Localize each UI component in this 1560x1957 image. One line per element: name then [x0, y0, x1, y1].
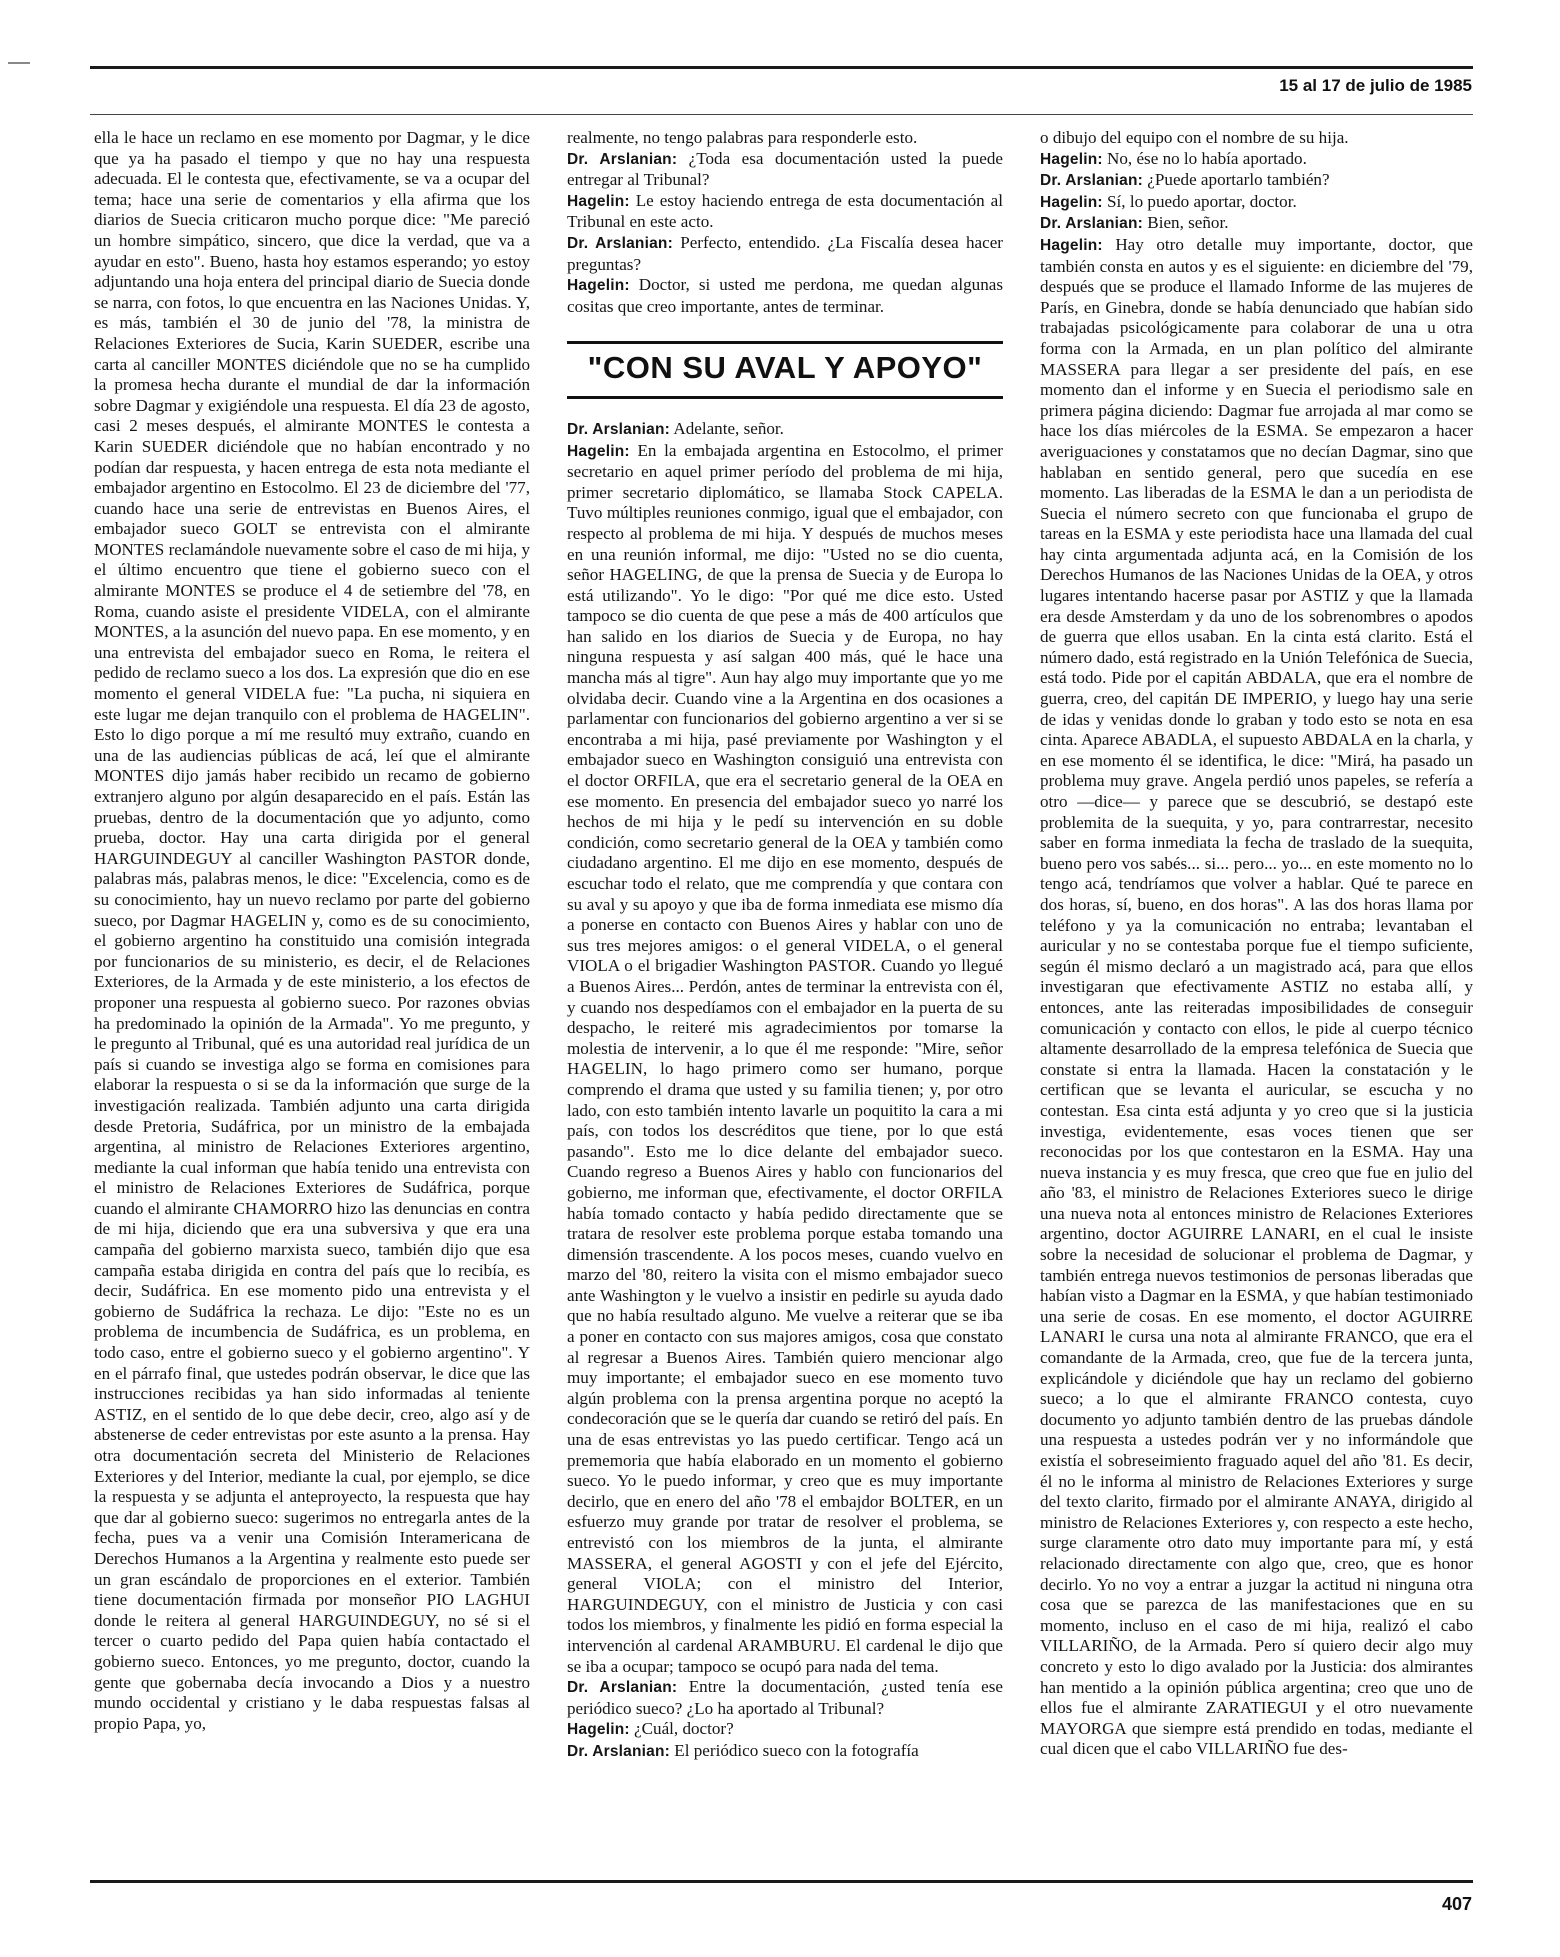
dialogue-paragraph	[1040, 213, 1473, 235]
dialogue-text: No, ése no lo había aportado.	[1107, 148, 1307, 168]
headline-box	[567, 341, 1003, 399]
speaker-label: Dr. Arslanian:	[1040, 215, 1144, 233]
speaker-label: Dr. Arslanian:	[567, 150, 678, 168]
column-1-text: ella le hace un reclamo en ese momento por Dagmar, y le dice que ya ha pasado el tiempo y que no hay una respuesta adecuada. El le contesta que, efectivamente, se va a ocupar del tema; hace una serie de comentarios y ella afirma que los diarios de Suecia criticaron mucho porque dice: "Me pareció un hombre simpático, sincero, que dice la verdad, que va a ayudar en esto". Bueno, hasta hoy estamos esperando; yo estoy adjuntando una hoja entera del principal diario de Suecia donde se narra, con fotos, lo que encuentra en las Naciones Unidas. Y, es más, también el 30 de junio del '78, la ministra de Relaciones Exteriores de Sucia, Karin SUEDER, escribe una carta al canciller MONTES diciéndole que no se ha cumplido la promesa hecha durante el mundial de dar la información sobre Dagmar y exigiéndole una respuesta. El día 23 de agosto, casi 2 meses después, el almirante MONTES le contesta a Karin SUEDER diciéndole que no habían encontrado y no podían dar respuesta, y hacen entrega de esta nota mediante el embajador argentino en Estocolmo. El 23 de diciembre del '77, cuando hace una serie de entrevistas en Buenos Aires, el embajador sueco GOLT se entrevista con el almirante MONTES reclamándole nuevamente sobre el caso de mi hija, y el último encuentro que tiene el gobierno sueco con el almirante MONTES se produce el 4 de setiembre del '78, en Roma, cuando asiste el presidente VIDELA, con el almirante MONTES, a la asunción del nuevo papa. En ese momento, y en una entrevista del embajador sueco en Roma, le reitera el pedido de reclamo sueco a los dos. La expresión que dio en ese momento el general VIDELA fue: "La pucha, ni siquiera en este lugar me dejan tranquilo con el problema de HAGELIN". Esto lo digo porque a mí me resultó muy extraño, cuando en una de las audiencias públicas de acá, leí que el almirante MONTES dijo jamás haber recibido un recamo de gobierno extranjero alguno por algún desaparecido en el país. Están las pruebas, dentro de la documentación que yo adjunto, como prueba, doctor. Hay una carta dirigida por el general HARGUINDEGUY al canciller Washington PASTOR donde, palabras más, palabras menos, le dice: "Excelencia, como es de su conocimiento, hay un nuevo reclamo por parte del gobierno sueco, por Dagmar HAGELIN y, como es de su conocimiento, el gobierno argentino ha constituido una comisión integrada por funcionarios de su ministerio, es decir, el de Relaciones Exteriores, de la Armada y de este ministerio, a los efectos de proponer una respuesta al gobierno sueco. Por razones obvias ha predominado la opinión de la Armada". Yo me pregunto, y le pregunto al Tribunal, qué es una autoridad real jurídica de un país si cuando se investiga algo se forma en comisiones para elaborar la respuesta o si se da la información que surge de la investigación realizada. También adjunto una carta dirigida desde Pretoria, Sudáfrica, por un ministro de la embajada argentina, al ministro de Relaciones Exteriores argentino, mediante la cual informan que había tenido una entrevista con el ministro de Relaciones Exteriores de Sudáfrica, porque cuando el almirante CHAMORRO hizo las denuncias en contra de mi hija, diciendo que era una subversiva y que era una campaña del gobierno marxista sueco, también dijo que esa campaña estaba dirigida en contra del país que lo recibía, es decir, Sudáfrica. En ese momento pido una entrevista y el gobierno de Sudáfrica la rechaza. Le dijo: "Este no es un problema de incumbencia de Sudáfrica, es un problema, en todo caso, entre el gobierno sueco y el gobierno argentino". Y en el párrafo final, que ustedes podrán observar, le dice que las instrucciones recibidas ya han sido informadas al teniente ASTIZ, en el sentido de lo que debe decir, creo, algo así y de abstenerse de ceder entrevistas por este asunto a la prensa. Hay otra documentación secreta del Ministerio de Relaciones Exteriores y del Interior, mediante la cual, por ejemplo, se dice la respuesta y se adjunta el anteproyecto, la respuesta que hay que dar al gobierno sueco: sugerimos no entregarla antes de la fecha, pues va a venir una Comisión Interamericana de Derechos Humanos a la Argentina y realmente esto puede ser un gran escándalo de proporciones en el exterior. También tiene documentación firmada por monseñor PIO LAGHUI donde le reitera al general HARGUINDEGUY, no sé si el tercer o cuarto pedido del Papa quien había contactado el gobierno sueco. Entonces, yo me pregunto, doctor, cuando la gente que gobernaba decía invocando a Dios y a nuestro mundo occidental y cristiano y le daba respuestas falsas al propio Papa, yo,	[94, 128, 530, 1733]
dialogue-paragraph	[567, 191, 1003, 233]
dialogue-text: ¿Toda esa documentación usted la puede entregar al Tribunal?	[567, 148, 1003, 190]
dialogue-text: Le estoy haciendo entrega de esta documentación al Tribunal en este acto.	[567, 190, 1003, 232]
dialogue-paragraph	[567, 419, 1003, 441]
speaker-label: Hagelin:	[567, 277, 630, 295]
scan-mark	[8, 62, 30, 64]
speaker-label: Dr. Arslanian:	[567, 234, 673, 252]
speaker-label: Hagelin:	[567, 192, 630, 210]
dialogue-text: Bien, señor.	[1147, 213, 1229, 233]
dialogue-text: El periódico sueco con la fotografía	[674, 1740, 919, 1760]
dialogue-paragraph	[567, 275, 1003, 317]
dialogue-paragraph	[1040, 128, 1473, 149]
speaker-label: Hagelin:	[567, 442, 630, 460]
dialogue-paragraph	[567, 1741, 1003, 1763]
dialogue-text: En la embajada argentina en Estocolmo, el primer secretario en aquel primer período del problema de mi hija, primer secretario diplomático, se llamaba Stock CAPELA. Tuvo múltiples reuniones conmigo, igual que el embajador, con respecto al problema de mi hija. Y después de muchos meses en una reunión informal, me dijo: "Usted no se dio cuenta, señor HAGELING, de que la prensa de Suecia y de Europa lo está utilizando". Yo le digo: "Por qué me dice esto. Usted tampoco se dio cuenta de que pese a más de 400 artículos que han salido en los diarios de Suecia y de Europa, no hay ninguna respuesta y así salgan 400 más, qué le hace una mancha más al tigre". Aun hay algo muy importante que yo me olvidaba decir. Cuando vine a la Argentina en dos ocasiones a parlamentar con funcionarios del gobierno argentino a ver si se encontraba a mi hija, pasé previamente por Washington y el embajador sueco en Washington consiguió una entrevista con el doctor ORFILA, que era el secretario general de la OEA en ese momento. En presencia del embajador sueco yo narré los hechos de mi hija y le pedí su intervención en su doble condición, como secretario general de la OEA y también como ciudadano argentino. El me dijo en ese momento, después de escuchar todo el relato, que me comprendía y que contara con su aval y su apoyo y que iba de forma inmediata ese mismo día a ponerse en contacto con Buenos Aires y hablar con uno de sus tres mejores amigos: o el general VIDELA, o el general VIOLA o el brigadier Washington PASTOR. Cuando yo llegué a Buenos Aires... Perdón, antes de terminar la entrevista con él, y cuando nos despedíamos con el embajador en la puerta de su despacho, le reiteré mis agradecimientos por tomarse la molestia de intervenir, a lo que él me responde: "Mire, señor HAGELIN, lo hago primero como ser humano, porque comprendo el drama que usted y su familia tienen; y, por otro lado, con esto también intento lavarle un poquitito la cara a mi país, con todos los descréditos que tiene, por lo que está pasando". Esto me lo dice delante del embajador sueco. Cuando regreso a Buenos Aires y hablo con funcionarios del gobierno, me informan que, efectivamente, el doctor ORFILA había tomado contacto y había pedido directamente que se tratara de resolver este problema porque estaba tomando una dimensión trascendente. A los pocos meses, cuando vuelvo en marzo del '80, reitero la visita con el mismo embajador sueco ante Washington y le vuelvo a insistir en pedirle su ayuda dado que no había resultado alguno. Me vuelve a reiterar que se iba a poner en contacto con sus majores amigos, cosa que constato al regresar a Buenos Aires. También quiero mencionar algo muy importante; el embajador sueco en ese momento tuvo algún problema con la prensa argentina porque no aceptó la condecoración que se le quería dar cuando se retiró del país. En una de esas entrevistas yo las puedo certificar. Tengo acá un prememoria que había elaborado en un momento el gobierno sueco. Yo le puedo informar, y creo que es muy importante decirlo, que en enero del año '78 el embajdor BOLTER, en un esfuerzo muy grande por tratar de resolver el problema, se entrevistó con los miembros de la junta, el almirante MASSERA, el general AGOSTI y con el jefe del Ejército, general VIOLA; con el ministro del Interior, HARGUINDEGUY, con el ministro de Justicia y con casi todos los miembros, y finalmente les pidió en forma especial la intervención al cardenal ARAMBURU. El cardenal le dijo que se iba a ocupar; tampoco se ocupó para nada del tema.	[567, 440, 1003, 1676]
speaker-label: Hagelin:	[567, 1721, 630, 1739]
dialogue-paragraph	[1040, 235, 1473, 1760]
page-number: 407	[1441, 1894, 1472, 1914]
speaker-label: Hagelin:	[1040, 193, 1103, 211]
footer-rule	[90, 1880, 1473, 1883]
header-rule	[90, 66, 1473, 69]
dialogue-text: o dibujo del equipo con el nombre de su hija.	[1040, 128, 1349, 147]
dialogue-paragraph	[1040, 192, 1473, 214]
speaker-label: Dr. Arslanian:	[567, 1679, 678, 1697]
speaker-label: Dr. Arslanian:	[1040, 172, 1144, 190]
dialogue-text: ¿Cuál, doctor?	[634, 1719, 734, 1739]
issue-date: 15 al 17 de julio de 1985	[1279, 76, 1472, 95]
dialogue-text: Hay otro detalle muy importante, doctor, que también consta en autos y es el siguiente: en diciembre del '79, después que se produce el llamado Informe de las mujeres de París, en Ginebra, donde se había denunciado que habían sido trabajadas psicológicamente para colaborar de una u otra forma con la Armada, en un plan político del almirante MASSERA para llegar a ser presidente del país, en ese momento dan el informe y en Suecia el periodismo sale en primera página diciendo: Dagmar fue arrojada al mar como se hace los días miércoles de la ESMA. Se empezaron a hacer averiguaciones y constatamos que no decían Dagmar, sino que hablaban en sentido general, pero que sucedía en ese momento. Las liberadas de la ESMA le dan a un periodista de Suecia el número secreto con que funcionaba el grupo de tareas en la ESMA y este periodista hace una llamada del cual hay cinta argumentada adjunta acá, en la Comisión de los Derechos Humanos de las Naciones Unidas de la OEA, y otros lugares intentando hacerse pasar por ASTIZ y que la llamada era desde Amsterdam y da uno de los sobrenombres o apodos de guerra que ellos usaban. En la cinta está clarito. Está el número dado, está registrado en la Unión Telefónica de Suecia, está todo. Pide por el capitán ABDALA, que era el nombre de guerra, creo, del capitán DE IMPERIO, y luego hay una serie de idas y venidas donde lo graban y todo esto se nota en esa cinta. Aparece ABADLA, el supuesto ABDALA en la charla, y en ese momento él se identifica, le dice: "Mirá, ha pasado un problema muy grave. Angela perdió unos papeles, se refería a otro —dice— y parece que se descubrió, se destapó este problemita de la suequita, y yo, para contrarrestar, necesito saber en forma inmediata la fecha de traslado de la suequita, bueno pero vos sabés... si... pero... yo... en este momento no lo tengo acá, tendríamos que volver a hablar. Qué te parece en dos horas, sí, bueno, en dos horas". A las dos horas llama por teléfono y ya la comunicación no entraba; levantaban el auricular y no se contestaba porque fue el tiempo suficiente, según él mismo declaró a un magistrado acá, para que ellos investigaran que efectivamente ASTIZ no estaba allí, y entonces, ante las reiteradas imposibilidades de conseguir comunicación y contacto con ellos, le pide al cuerpo técnico altamente desarrollado de la empresa telefónica de Suecia que constate si entra la llamada. Hacen la constatación y le certifican que se levanta el auricular, se escucha y no contestan. Esa cinta está adjunta y yo creo que si la justicia investiga, evidentemente, esas voces tienen que ser reconocidas por los que contestaron en la ESMA. Hay una nueva instancia y es muy fresca, que creo que fue en julio del año '83, el ministro de Relaciones Exteriores sueco le dirige una nueva nota al entonces ministro de Relaciones Exteriores argentino, doctor AGUIRRE LANARI, en el cual le insiste sobre la necesidad de solucionar el problema de Dagmar, y también entrega nuevos testimonios de personas liberadas que habían visto a Dagmar en la ESMA, y que habían testimoniado una serie de cosas. En ese momento, el doctor AGUIRRE LANARI le cursa una nota al almirante FRANCO, que era el comandante de la Armada, creo, que fue de la tercera junta, explicándole y diciéndole que hay un reclamo del gobierno sueco; a lo que el almirante FRANCO contesta, cuyo documento yo adjunto también dentro de las pruebas dándole una respuesta a ustedes podrán ver y no informándole que existía el sobreseimiento fraguado aquel del año '81. Es decir, él no le informa al ministro de Relaciones Exteriores y surge del texto clarito, firmado por el almirante ANAYA, dirigido al ministro de Relaciones Exteriores y, con respecto a este hecho, surge claramente otro dato muy importante para mí, y está relacionado directamente con algo que, creo, que es honor decirlo. Yo no voy a entrar a juzgar la actitud ni ninguna otra cosa que se parezca de las manifestaciones que en su momento, incluso en el caso de mi hija, realizó el cabo VILLARIÑO, de la Armada. Pero sí quiero decir algo muy concreto y esto lo digo avalado por la Justicia: dos almirantes han mentido a la opinión pública argentina; creo que uno de ellos fue el almirante ZARATIEGUI y el otro nuevamente MAYORGA que siempre está prendido en todas, mediante el cual dicen que el cabo VILLARIÑO fue des-	[1040, 234, 1473, 1759]
dialogue-text: Perfecto, entendido. ¿La Fiscalía desea hacer preguntas?	[567, 232, 1003, 274]
speaker-label: Dr. Arslanian:	[567, 1742, 671, 1760]
header-subrule	[90, 114, 1473, 115]
column-1	[94, 128, 530, 1863]
column-2-top-exchanges	[567, 128, 1003, 317]
dialogue-paragraph	[1040, 149, 1473, 171]
column-3	[1040, 128, 1473, 1863]
dialogue-text: Doctor, si usted me perdona, me quedan algunas cositas que creo importante, antes de terminar.	[567, 275, 1003, 316]
speaker-label: Dr. Arslanian:	[567, 420, 671, 438]
speaker-label: Hagelin:	[1040, 236, 1103, 254]
dialogue-text: Sí, lo puedo aportar, doctor.	[1107, 191, 1297, 211]
dialogue-paragraph	[567, 1719, 1003, 1741]
column-2-bottom-exchanges	[567, 419, 1003, 1763]
dialogue-paragraph	[1040, 170, 1473, 192]
dialogue-paragraph	[567, 149, 1003, 191]
column-2	[567, 128, 1003, 1863]
column-3-exchanges	[1040, 128, 1473, 1760]
dialogue-text: Adelante, señor.	[673, 418, 784, 438]
section-headline: "CON SU AVAL Y APOYO"	[587, 350, 983, 386]
dialogue-paragraph	[567, 1677, 1003, 1719]
dialogue-text: ¿Puede aportarlo también?	[1147, 170, 1330, 190]
speaker-label: Hagelin:	[1040, 150, 1103, 168]
dialogue-text: Entre la documentación, ¿usted tenía ese periódico sueco? ¿Lo ha aportado al Tribunal?	[567, 1677, 1003, 1718]
dialogue-paragraph	[567, 441, 1003, 1678]
dialogue-paragraph	[567, 128, 1003, 149]
dialogue-paragraph	[567, 233, 1003, 275]
dialogue-text: realmente, no tengo palabras para responderle esto.	[567, 128, 918, 147]
